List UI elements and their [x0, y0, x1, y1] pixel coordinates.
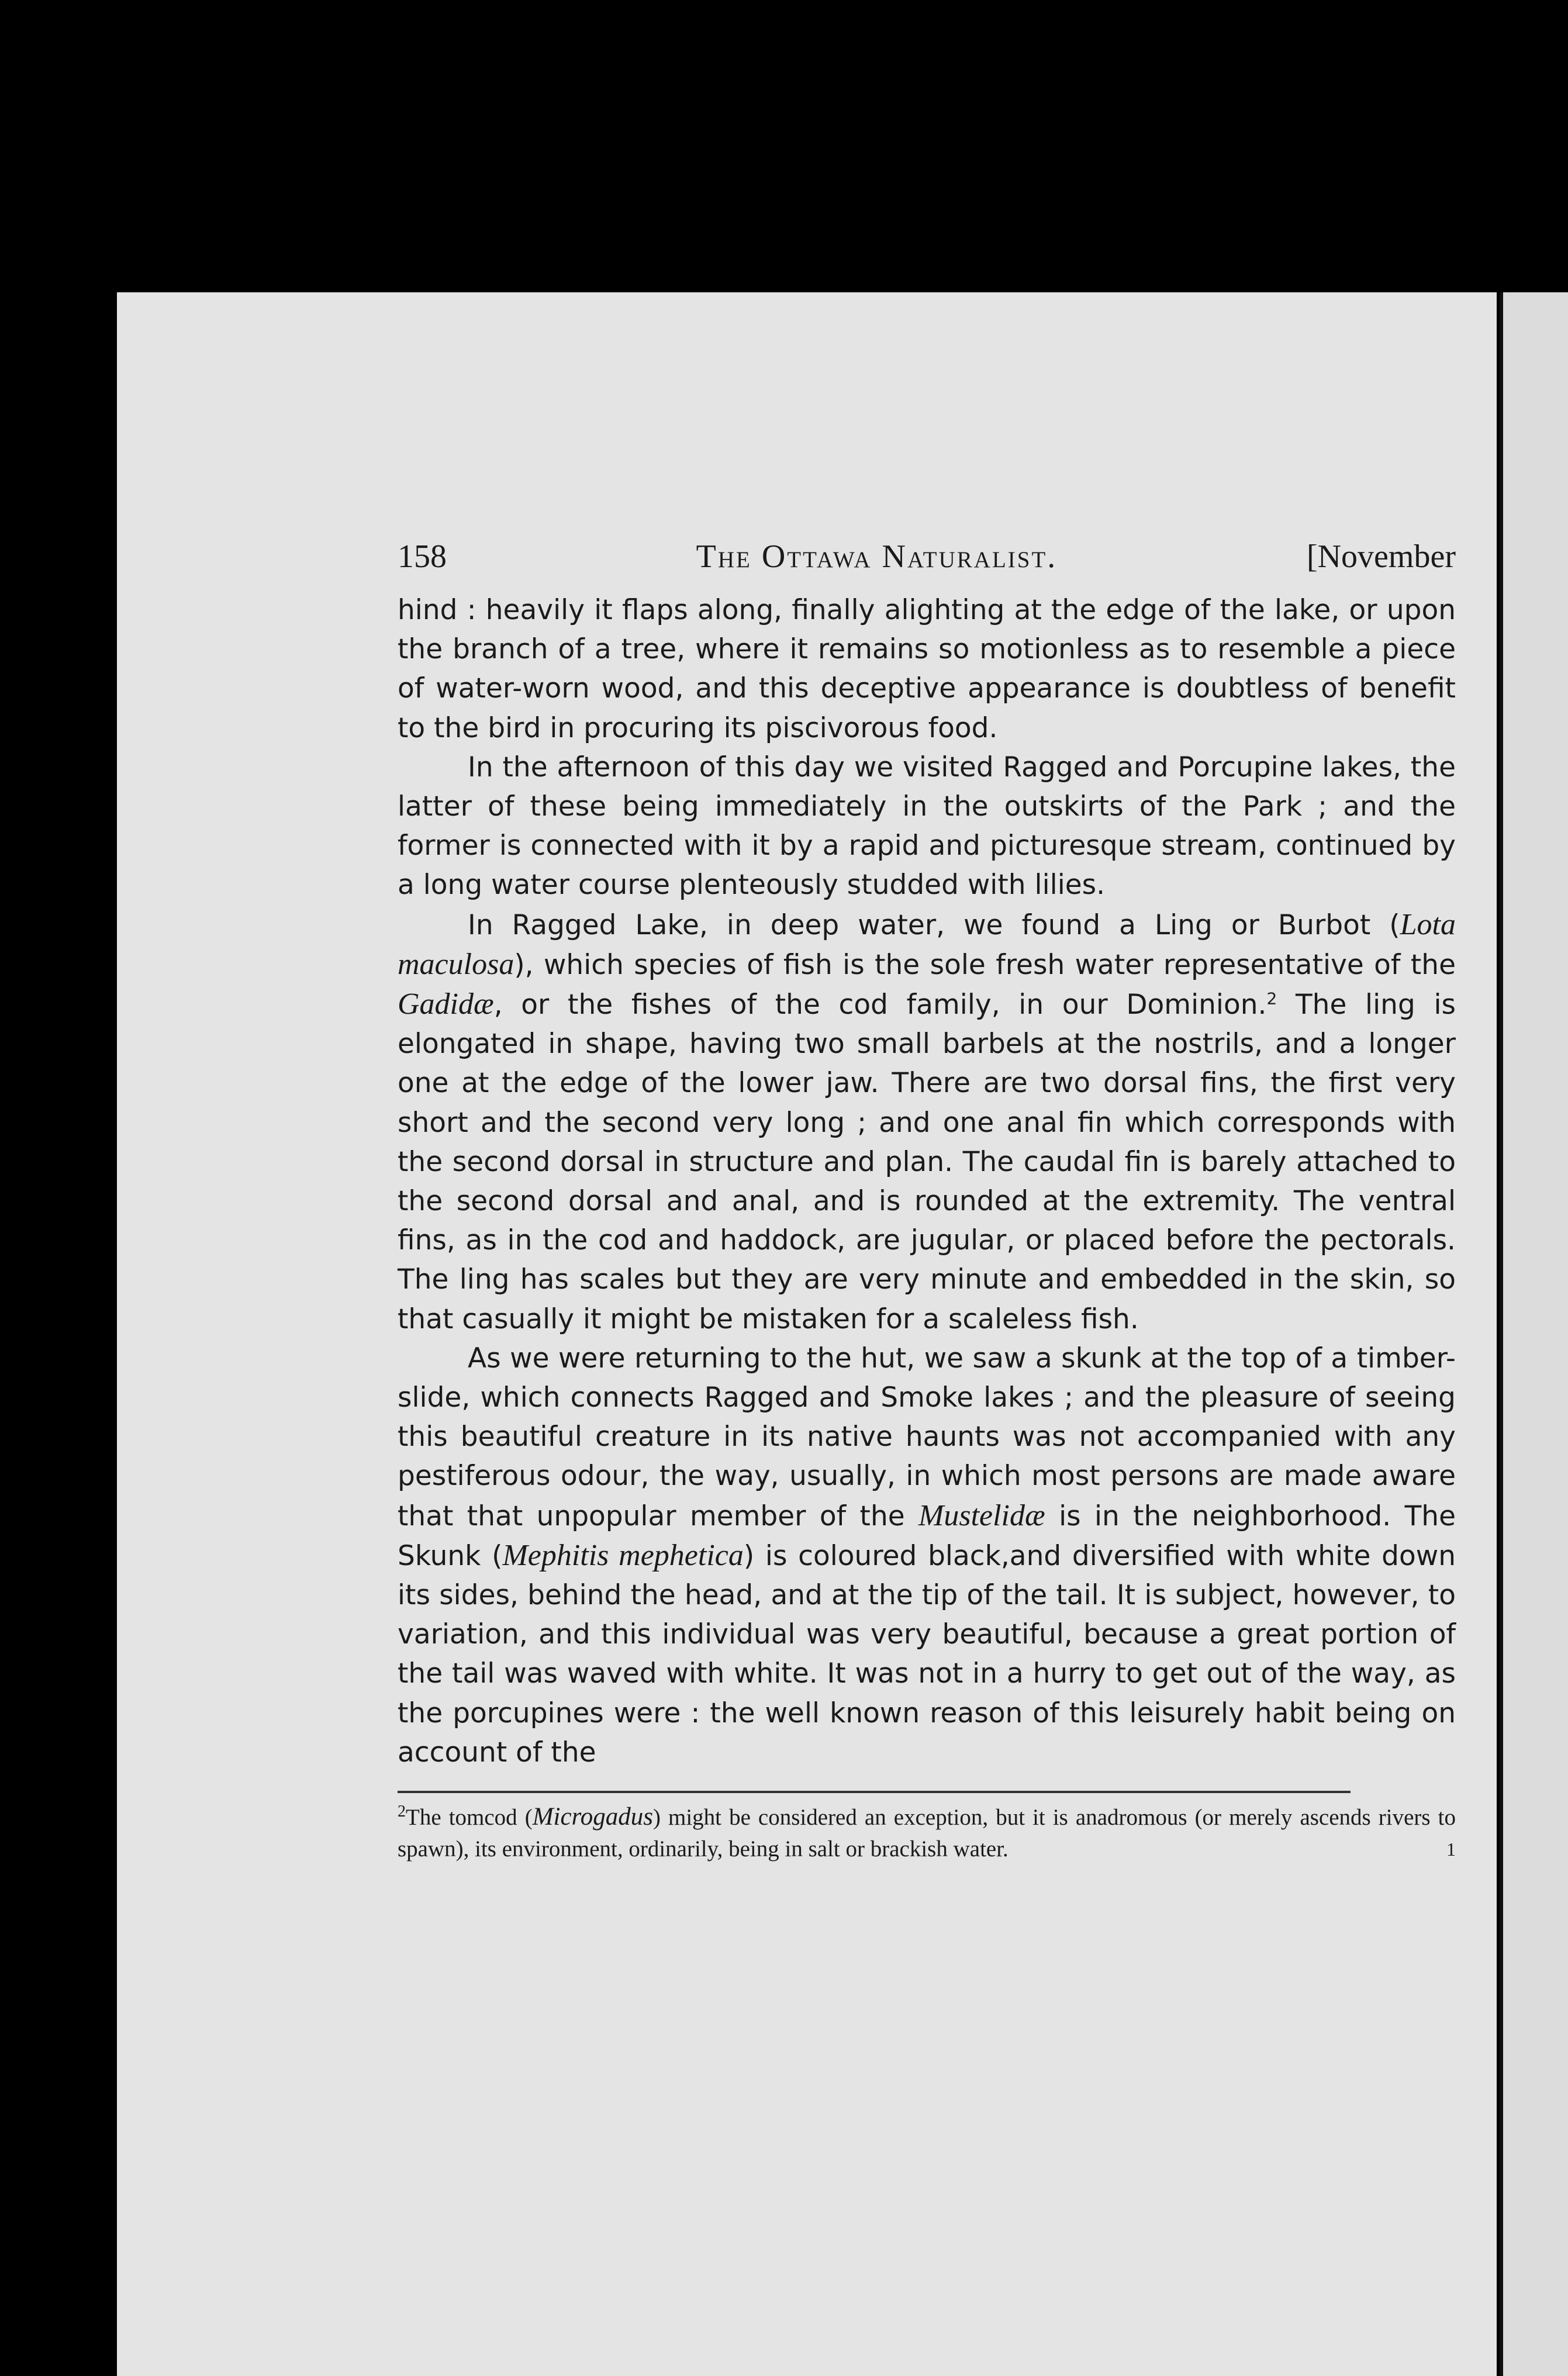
footnote	[398, 1801, 1456, 1865]
paragraph-3-text: The ling is elongated in shape, having two small barbels at the nostrils, and a longer one at the edge of the lower jaw. There are two dorsal fins, the first very short and the second very long ; and one anal fin which corresponds with the second dorsal in structure and plan. The caudal fin is barely attached to the second dorsal and anal, and is rounded at the extremity. The ventral fins, as in the cod and haddock, are jugular, or placed before the pectorals. The ling has scales but they are very minute and embedded in the skin, so that casually it might be mistaken for a scaleless fish.	[398, 989, 1456, 1335]
species-name-lota: Lota maculosa	[398, 907, 1456, 981]
family-name-mustelidae: Mustelidæ	[918, 1498, 1045, 1532]
paragraph-3	[398, 905, 1456, 1339]
paragraph-4-text: ) is coloured black,and diversified with white down its sides, behind the head, and at the tip of the tail. It is subject, however, to variation, and this individual was very beautiful, because a great portion of the tail was waved with white. It was not in a hurry to get out of the way, as the porcupines were : the well known reason of this leisurely habit being on account of the	[398, 1539, 1456, 1769]
paragraph-2: In the afternoon of this day we visited Ragged and Porcupine lakes, the latter of these being immediately in the outskirts of the Park ; and the former is connected with it by a rapid and picturesque stream, continued by a long water course plenteously studded with lilies.	[398, 751, 1456, 902]
running-head	[398, 538, 1456, 575]
footnote-reference: 2	[1266, 989, 1277, 1009]
body-text	[398, 590, 1456, 1772]
footnote-rule	[398, 1791, 1351, 1793]
family-name-gadidae: Gadidæ	[398, 987, 494, 1021]
issue-month: [November	[1306, 538, 1456, 575]
paragraph-4-text: is in the neighborhood. The Skunk (	[398, 1500, 1456, 1572]
paragraph-4-text: As we were returning to the hut, we saw a skunk at the top of a timber-slide, which connects Ragged and Smoke lakes ; and the pleasure of seeing this beautiful creature in its native haunts was not accompanied with any pestiferous odour, the way, usually, in which most persons are made aware that that unpopular member of the	[398, 1342, 1456, 1532]
paragraph-3-text: In Ragged Lake, in deep water, we found a Ling or Burbot (	[468, 909, 1400, 941]
species-name-mephitis: Mephitis mephetica	[502, 1538, 744, 1572]
page-text-block	[398, 538, 1456, 1865]
footnote-text: The tomcod (	[406, 1805, 533, 1831]
footnote-marker: 2	[398, 1802, 406, 1821]
paragraph-1: hind : heavily it flaps along, finally alighting at the edge of the lake, or upon the branch of a tree, where it remains so motionless as to resemble a piece of water-worn wood, and this deceptive appearance is doubtless of benefit to the bird in procuring its piscivorous food.	[398, 594, 1456, 744]
footnote-text: ) might be considered an exception, but it is anadromous (or merely ascends rivers to spawn), its environment, ordinarily, being in salt or brackish water.	[398, 1805, 1456, 1862]
journal-title: The Ottawa Naturalist.	[696, 538, 1058, 575]
paragraph-3-text: , or the fishes of the cod family, in our Dominion.	[493, 989, 1267, 1021]
signature-mark: 1	[1446, 1839, 1456, 1860]
page-number: 158	[398, 538, 447, 575]
paragraph-3-text: ), which species of fish is the sole fresh water representative of the	[514, 948, 1456, 981]
book-page	[117, 292, 1497, 2376]
genus-name-microgadus: Microgadus	[532, 1803, 653, 1831]
paragraph-4	[398, 1339, 1456, 1772]
adjacent-page-edge	[1500, 292, 1568, 2376]
